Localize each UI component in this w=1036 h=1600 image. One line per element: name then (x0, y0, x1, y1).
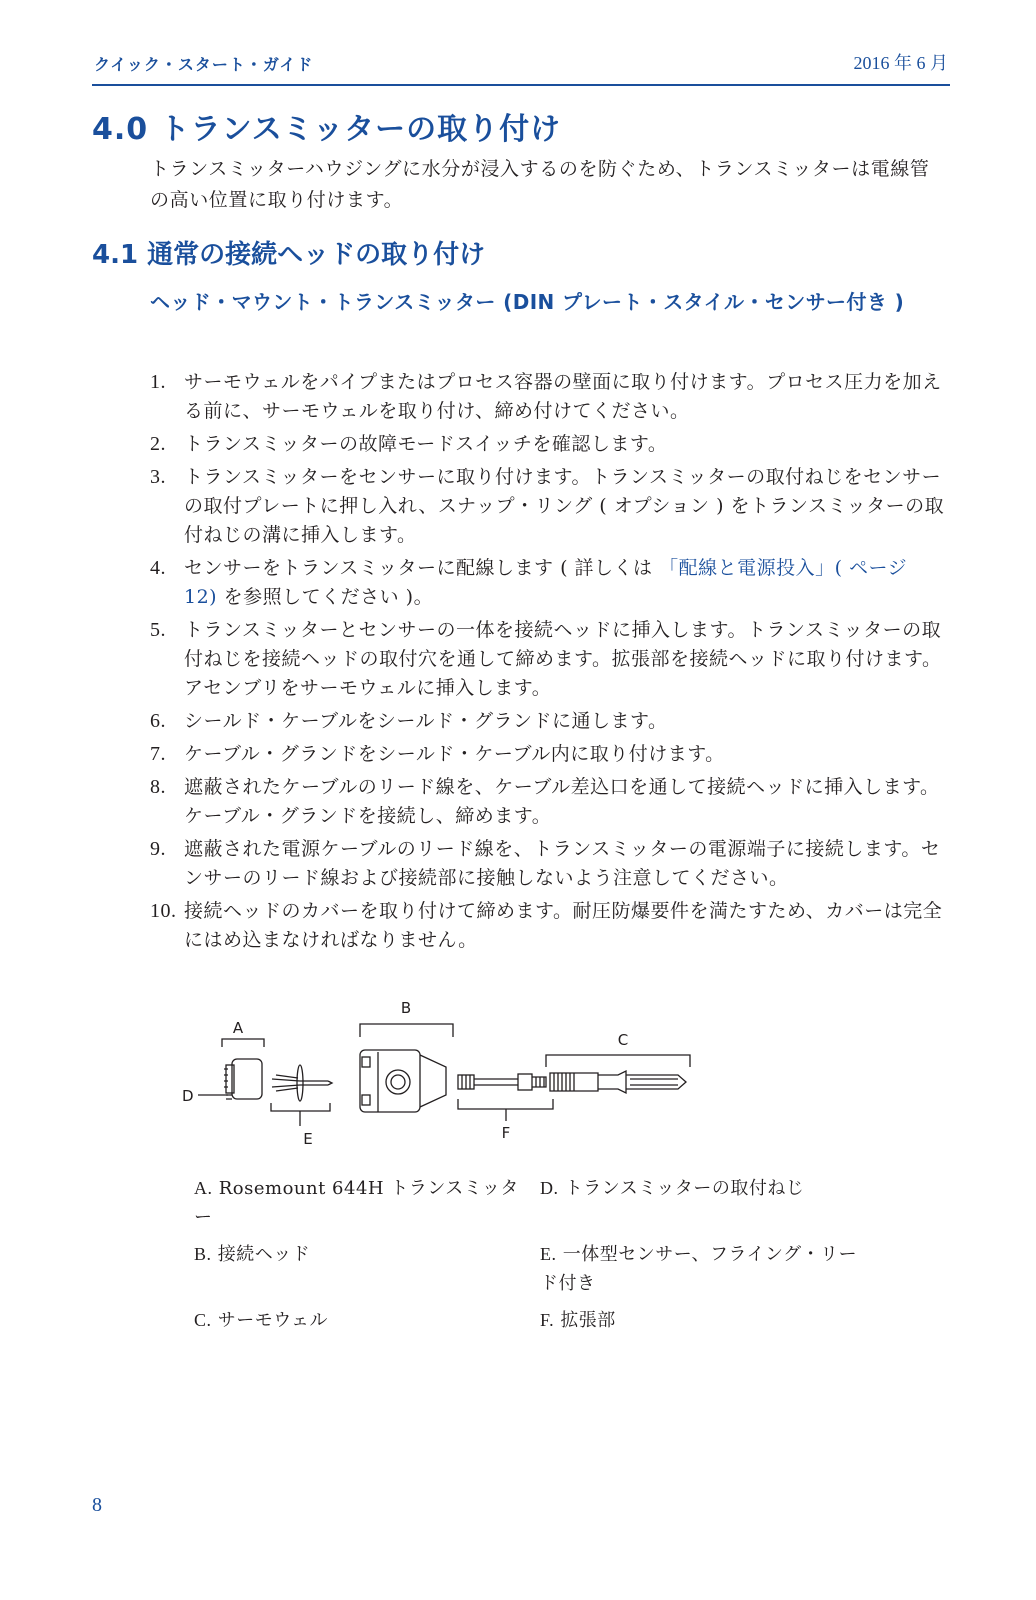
subsection-subtitle: ヘッド・マウント・トランスミッター (DIN プレート・スタイル・センサー付き ) (150, 290, 905, 314)
step-item (150, 707, 946, 736)
legend-item-f (540, 1306, 870, 1335)
legend-letter: E. (540, 1244, 557, 1264)
step-item (150, 835, 946, 893)
connection-head-drawing (360, 1050, 446, 1112)
step-text: 遮蔽された電源ケーブルのリード線を、トランスミッターの電源端子に接続します。センサーのリード線および接続部に接触しないよう注意してください。 (184, 838, 941, 889)
page-number: 8 (92, 1494, 102, 1516)
step-text: トランスミッターとセンサーの一体を接続ヘッドに挿入します。トランスミッターの取付ねじを接続ヘッドの取付穴を通して締めます。拡張部を接続ヘッドに取り付けます。アセンブリをサーモウェルに挿入します。 (184, 619, 942, 699)
figure-label-e: E (303, 1130, 313, 1148)
section-title: 4.0 トランスミッターの取り付け (92, 112, 562, 147)
guide-title: クイック・スタート・ガイド (94, 55, 314, 74)
legend-letter: B. (194, 1244, 212, 1264)
wiring-section-link[interactable]: 「配線と電源投入」( ページ 12) (184, 557, 908, 608)
step-item (150, 773, 946, 831)
legend-text: トランスミッターの取付ねじ (564, 1178, 805, 1199)
step-text-before: センサーをトランスミッターに配線します ( 詳しくは (184, 557, 660, 579)
page-header (92, 46, 950, 86)
step-text: トランスミッターの故障モードスイッチを確認します。 (184, 433, 668, 455)
step-number: 2. (150, 433, 166, 455)
step-item (150, 897, 946, 955)
legend-text: 接続ヘッド (217, 1244, 311, 1265)
legend-letter: C. (194, 1310, 212, 1330)
step-text: 接続ヘッドのカバーを取り付けて締めます。耐圧防爆要件を満たすため、カバーは完全にはめ込まなければなりません。 (184, 900, 943, 951)
step-item (150, 368, 946, 426)
sensor-drawing (272, 1065, 332, 1101)
step-item (150, 430, 946, 459)
thermowell-drawing (550, 1071, 686, 1093)
legend-item-c (194, 1306, 524, 1335)
step-text-after: を参照してください )。 (217, 586, 434, 608)
step-number: 3. (150, 466, 166, 488)
step-number: 9. (150, 838, 166, 860)
figure-label-c: C (617, 1031, 629, 1049)
step-item (150, 740, 946, 769)
legend-letter: F. (540, 1310, 555, 1330)
legend-text: Rosemount 644H トランスミッター (194, 1178, 519, 1228)
step-text (184, 554, 946, 612)
subsection-title: 4.1 通常の接続ヘッドの取り付け (92, 240, 486, 270)
step-text: トランスミッターをセンサーに取り付けます。トランスミッターの取付ねじをセンサーの取付プレートに押し入れ、スナップ・リング ( オプション ) をトランスミッターの取付ねじの溝に挿入します。 (184, 466, 945, 546)
step-number: 1. (150, 371, 166, 393)
assembly-diagram (178, 995, 708, 1150)
legend-text: サーモウェル (217, 1310, 329, 1331)
section-intro: トランスミッターハウジングに水分が浸入するのを防ぐため、トランスミッターは電線管の高い位置に取り付けます。 (150, 158, 930, 211)
legend-text: 一体型センサー、フライング・リード付き (540, 1244, 858, 1294)
figure-label-d: D (182, 1087, 194, 1105)
step-number: 4. (150, 557, 166, 579)
figure-label-b: B (400, 999, 412, 1017)
step-number: 10. (150, 900, 177, 922)
step-item (150, 554, 946, 612)
figure-label-f: F (501, 1124, 511, 1142)
step-number: 7. (150, 743, 166, 765)
step-text: シールド・ケーブルをシールド・グランドに通します。 (184, 710, 668, 732)
step-text: ケーブル・グランドをシールド・ケーブル内に取り付けます。 (184, 743, 725, 765)
step-text: 遮蔽されたケーブルのリード線を、ケーブル差込口を通して接続ヘッドに挿入します。ケーブル・グランドを接続し、締めます。 (184, 776, 940, 827)
figure-label-a: A (232, 1019, 244, 1037)
bracket-b (360, 1024, 453, 1037)
step-number: 8. (150, 776, 166, 798)
step-number: 6. (150, 710, 166, 732)
installation-steps (150, 368, 946, 959)
bracket-a (222, 1039, 264, 1047)
legend-text: 拡張部 (560, 1310, 616, 1331)
bracket-f (458, 1099, 553, 1121)
bracket-e (271, 1103, 330, 1126)
step-item (150, 463, 946, 550)
legend-item-e (540, 1240, 870, 1298)
bracket-c (546, 1055, 690, 1067)
step-text: サーモウェルをパイプまたはプロセス容器の壁面に取り付けます。プロセス圧力を加える前に、サーモウェルを取り付け、締め付けてください。 (184, 371, 942, 422)
legend-letter: A. (194, 1178, 213, 1198)
legend-item-d (540, 1174, 870, 1203)
publication-date: 2016 年 6 月 (853, 53, 948, 73)
legend-item-b (194, 1240, 524, 1269)
extension-drawing (458, 1074, 546, 1090)
transmitter-drawing (224, 1059, 262, 1099)
step-item (150, 616, 946, 703)
step-number: 5. (150, 619, 166, 641)
legend-letter: D. (540, 1178, 559, 1198)
legend-item-a (194, 1174, 524, 1232)
